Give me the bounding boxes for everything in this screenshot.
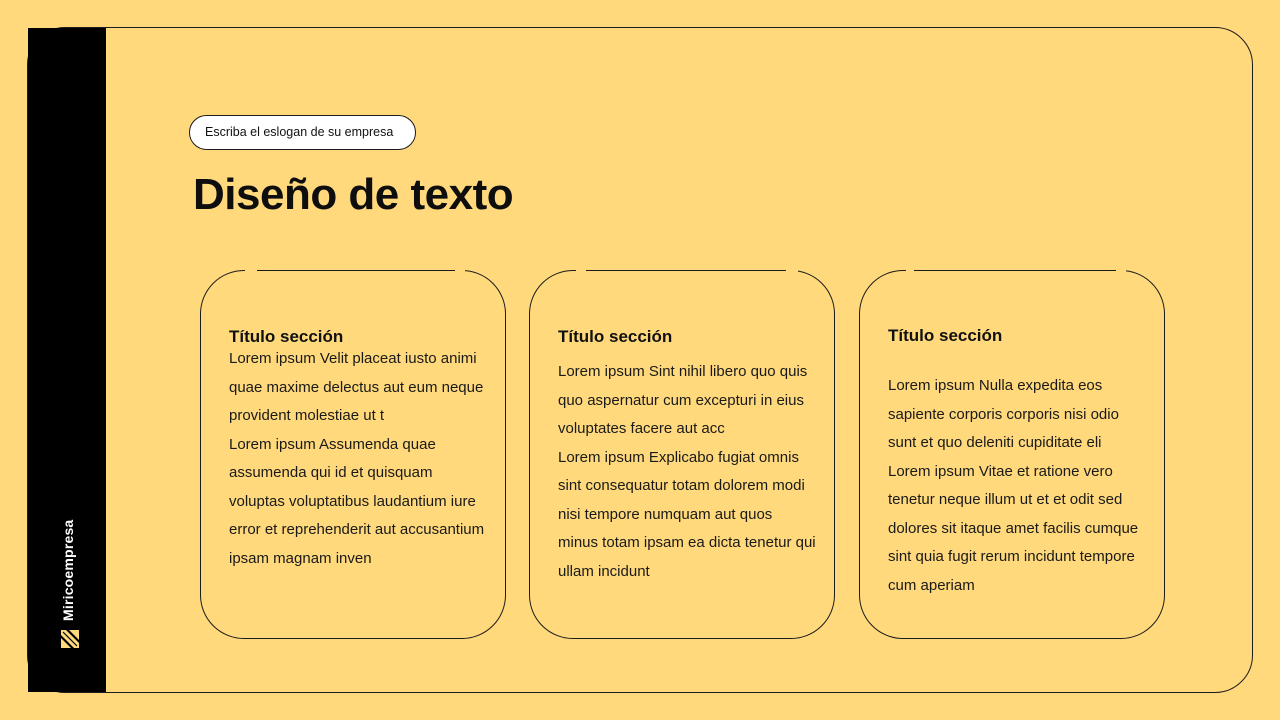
card-paragraph: Lorem ipsum Nulla expedita eos sapiente corporis corporis nisi odio sunt et quo deleniti cupiditate eli bbox=[888, 377, 1119, 451]
page-title: Diseño de texto bbox=[193, 170, 514, 219]
brand bbox=[57, 515, 79, 647]
striped-n-logo-icon bbox=[61, 630, 79, 648]
card-paragraph: Lorem ipsum Vitae et ratione vero tenetur neque illum ut et et odit sed dolores sit itaque amet facilis cumque sint quia fugit rerum incidunt tempore cum aperiam bbox=[888, 462, 1139, 594]
card-title: Título sección bbox=[229, 327, 344, 346]
card-body bbox=[229, 350, 487, 615]
card-paragraph: Lorem ipsum Explicabo fugiat omnis sint consequatur totam dolorem modi nisi tempore numquam aut quos minus totam ipsam ea dicta tenetur qui ullam incidunt bbox=[558, 448, 816, 580]
slogan-pill: Escriba el eslogan de su empresa bbox=[189, 115, 416, 150]
card-title: Título sección bbox=[888, 326, 1003, 345]
card-paragraph: Lorem ipsum Velit placeat iusto animi quae maxime delectus aut eum neque provident molestiae ut t bbox=[229, 350, 484, 424]
card-body bbox=[558, 358, 816, 586]
card-paragraph: Lorem ipsum Sint nihil libero quo quis quo aspernatur cum excepturi in eius voluptates facere aut acc bbox=[558, 363, 808, 437]
card-title: Título sección bbox=[558, 327, 673, 346]
section-card bbox=[529, 270, 835, 639]
section-card bbox=[200, 270, 506, 639]
sidebar bbox=[28, 28, 106, 692]
card-body bbox=[888, 372, 1146, 600]
card-paragraph: Lorem ipsum Assumenda quae assumenda qui id et quisquam voluptas voluptatibus laudantium iure error et reprehenderit aut accusantium ipsam magnam inven bbox=[229, 435, 485, 567]
brand-name: Miricoempresa bbox=[60, 519, 76, 621]
section-card bbox=[859, 270, 1165, 639]
